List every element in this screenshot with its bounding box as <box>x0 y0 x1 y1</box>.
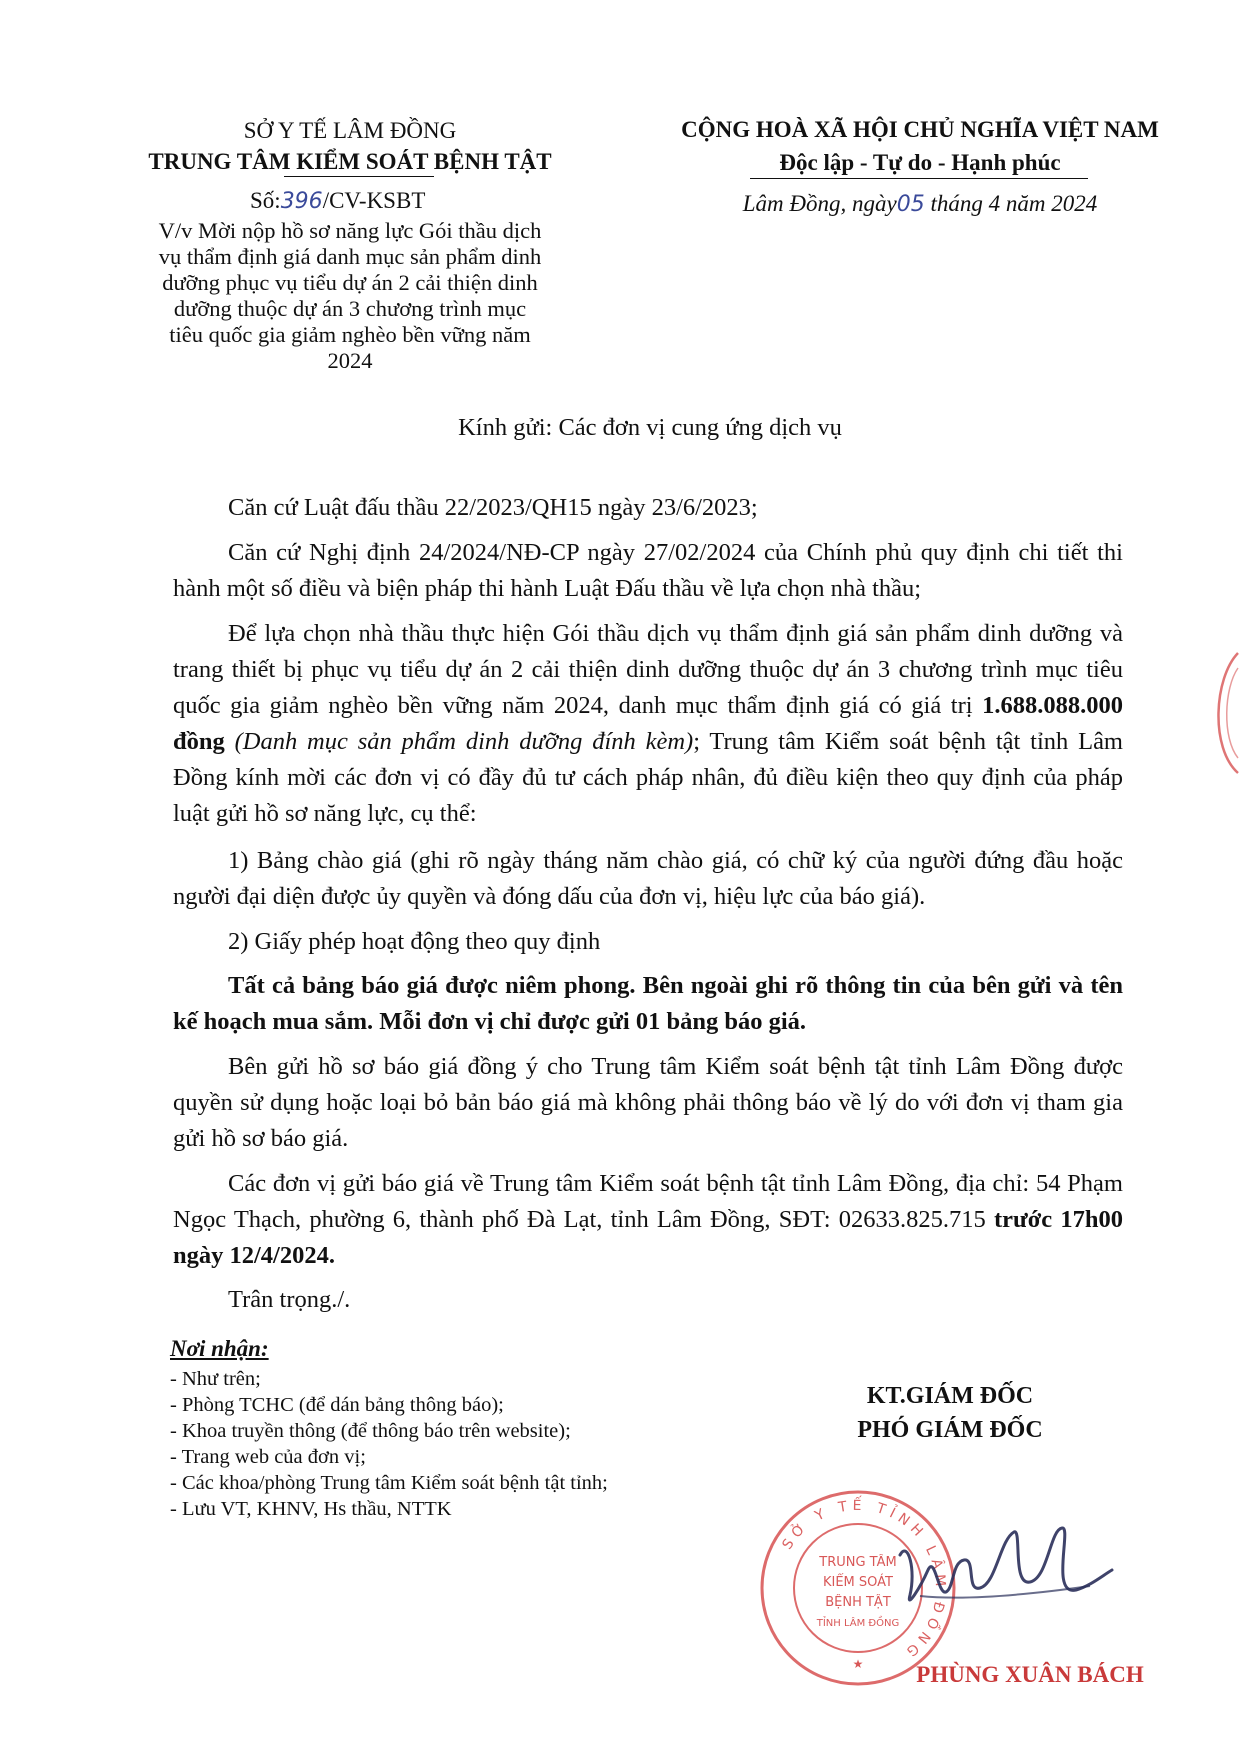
subject-line: V/v Mời nộp hồ sơ năng lực Gói thầu dịch <box>158 218 542 243</box>
national-motto: Độc lập - Tự do - Hạnh phúc <box>779 150 1061 175</box>
handwritten-day: 05 <box>896 192 925 217</box>
signature-title-2: PHÓ GIÁM ĐỐC <box>857 1417 1043 1443</box>
recipient-item: - Trang web của đơn vị; <box>170 1446 366 1468</box>
consent-paragraph: Bên gửi hồ sơ báo giá đồng ý cho Trung tâm Kiểm soát bệnh tật tỉnh Lâm Đồng được quyền sử dụng hoặc loại bỏ bản báo giá mà không phải thông báo về lý do với đơn vị tham gia gửi hồ sơ báo giá. <box>173 1053 1123 1152</box>
recipients-title: Nơi nhận: <box>170 1336 269 1361</box>
handwritten-number: 396 <box>280 189 323 214</box>
stamp-line: BỆNH TẬT <box>825 1595 891 1610</box>
subject-line: 2024 <box>327 348 373 373</box>
subject-line: dưỡng thuộc dự án 3 chương trình mục <box>173 296 527 321</box>
handwritten-signature <box>880 1500 1120 1620</box>
margin-seal-fragment <box>1200 648 1240 778</box>
ministry-name: SỞ Y TẾ LÂM ĐỒNG <box>243 118 457 143</box>
motto-underline <box>750 178 1088 179</box>
recipient-item: - Như trên; <box>170 1368 261 1390</box>
deadline: trước 17h00 ngày 12/4/2024. <box>173 1206 1123 1269</box>
sealed-notice: Tất cả bảng báo giá được niêm phong. Bên ngoài ghi rõ thông tin của bên gửi và tên kế hoạch mua sắm. Mỗi đơn vị chỉ được gửi 01 bảng báo giá. <box>173 972 1123 1035</box>
agency-name: TRUNG TÂM KIỂM SOÁT BỆNH TẬT <box>148 149 552 174</box>
stamp-line: TRUNG TÂM <box>819 1555 897 1570</box>
recipient-item: - Các khoa/phòng Trung tâm Kiểm soát bệnh tật tỉnh; <box>170 1472 608 1494</box>
requirement-item-1: 1) Bảng chào giá (ghi rõ ngày tháng năm chào giá, có chữ ký của người đứng đầu hoặc người đại diện được ủy quyền và đóng dấu của đơn vị, hiệu lực của báo giá). <box>173 847 1123 910</box>
subject-line: vụ thẩm định giá danh mục sản phẩm dinh <box>158 244 542 269</box>
attachment-note: (Danh mục sản phẩm dinh dưỡng đính kèm) <box>234 728 694 755</box>
salutation: Kính gửi: Các đơn vị cung ứng dịch vụ <box>458 414 842 441</box>
svg-text:★: ★ <box>852 1657 864 1671</box>
stamp-line: TỈNH LÂM ĐỒNG <box>816 1618 900 1629</box>
document-number: Số:396/CV-KSBT <box>250 188 426 214</box>
nation-title: CỘNG HOÀ XÃ HỘI CHỦ NGHĨA VIỆT NAM <box>681 117 1159 142</box>
recipient-item: - Khoa truyền thông (để thông báo trên website); <box>170 1420 571 1442</box>
subject-line: tiêu quốc gia giảm nghèo bền vững năm <box>169 322 531 347</box>
signer-name: PHÙNG XUÂN BÁCH <box>916 1662 1144 1687</box>
closing: Trân trọng./. <box>228 1286 351 1313</box>
requirement-item-2: 2) Giấy phép hoạt động theo quy định <box>228 928 601 955</box>
stamp-ring-text: SỞ Y TẾ TỈNH LÂM ĐỒNG <box>779 1497 949 1663</box>
stamp-line: KIỂM SOÁT <box>822 1575 894 1590</box>
recipients-block <box>170 1336 730 1522</box>
legal-basis-1: Căn cứ Luật đấu thầu 22/2023/QH15 ngày 23/6/2023; <box>228 494 758 521</box>
submission-address: Các đơn vị gửi báo giá về Trung tâm Kiểm soát bệnh tật tỉnh Lâm Đồng, địa chỉ: 54 Phạm Ngọc Thạch, phường 6, thành phố Đà Lạt, tỉnh Lâm Đồng, SĐT: 02633.825.715 trước 17h00 ngày 12/4/2024. <box>173 1170 1123 1269</box>
recipient-item: - Phòng TCHC (để dán bảng thông báo); <box>170 1394 504 1416</box>
agency-underline <box>284 176 434 177</box>
signature-title-1: KT.GIÁM ĐỐC <box>866 1383 1034 1409</box>
subject-block <box>130 218 570 374</box>
invitation-paragraph: Để lựa chọn nhà thầu thực hiện Gói thầu dịch vụ thẩm định giá sản phẩm dinh dưỡng và trang thiết bị phục vụ tiểu dự án 2 cải thiện dinh dưỡng thuộc dự án 3 chương trình mục tiêu quốc gia giảm nghèo bền vững năm 2024, danh mục thẩm định giá có giá trị 1.688.088.000 đồng (Danh mục sản phẩm dinh dưỡng đính kèm); Trung tâm Kiểm soát bệnh tật tỉnh Lâm Đồng kính mời các đơn vị có đầy đủ tư cách pháp nhân, đủ điều kiện theo quy định của pháp luật gửi hồ sơ năng lực, cụ thể: <box>173 620 1123 827</box>
place-date: Lâm Đồng, ngày05 tháng 4 năm 2024 <box>742 191 1098 217</box>
recipient-item: - Lưu VT, KHNV, Hs thầu, NTTK <box>170 1498 452 1520</box>
subject-line: dưỡng phục vụ tiểu dự án 2 cải thiện dinh <box>162 270 538 295</box>
package-value: 1.688.088.000 đồng <box>173 692 1123 755</box>
legal-basis-2: Căn cứ Nghị định 24/2024/NĐ-CP ngày 27/02/2024 của Chính phủ quy định chi tiết thi hành một số điều và biện pháp thi hành Luật Đấu thầu về lựa chọn nhà thầu; <box>173 539 1123 602</box>
